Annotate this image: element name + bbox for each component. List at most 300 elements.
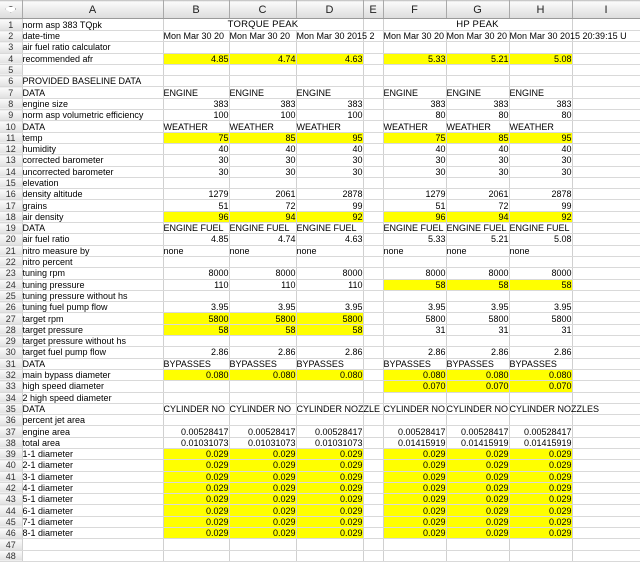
- row-header[interactable]: 33: [0, 381, 22, 392]
- cell-f15[interactable]: [383, 177, 446, 188]
- cell-e5[interactable]: [363, 64, 383, 75]
- cell-c5[interactable]: [229, 64, 296, 75]
- cell-e17[interactable]: [363, 200, 383, 211]
- cell-d9[interactable]: 100: [296, 110, 363, 121]
- cell-b28[interactable]: 58: [163, 324, 229, 335]
- cell-i37[interactable]: [572, 426, 640, 437]
- cell-b11[interactable]: 75: [163, 132, 229, 143]
- cell-i40[interactable]: [572, 460, 640, 471]
- row-header[interactable]: 38: [0, 437, 22, 448]
- table-row[interactable]: [0, 121, 640, 132]
- cell-e11[interactable]: [363, 132, 383, 143]
- cell-e38[interactable]: [363, 437, 383, 448]
- cell-f27[interactable]: 5800: [383, 313, 446, 324]
- cell-c34[interactable]: [229, 392, 296, 403]
- cell-d34[interactable]: [296, 392, 363, 403]
- table-row[interactable]: [0, 189, 640, 200]
- row-header[interactable]: 28: [0, 324, 22, 335]
- cell-i30[interactable]: [572, 347, 640, 358]
- row-header[interactable]: 48: [0, 550, 22, 561]
- cell-f46[interactable]: 0.029: [383, 528, 446, 539]
- cell-i32[interactable]: [572, 369, 640, 380]
- cell-f14[interactable]: 30: [383, 166, 446, 177]
- table-row[interactable]: [0, 166, 640, 177]
- cell-e8[interactable]: [363, 98, 383, 109]
- cell-a42[interactable]: 4-1 diameter: [22, 482, 163, 493]
- row-header[interactable]: 30: [0, 347, 22, 358]
- cell-d21[interactable]: none: [296, 245, 363, 256]
- cell-i1[interactable]: [572, 19, 640, 31]
- cell-h31[interactable]: BYPASSES: [509, 358, 572, 369]
- cell-b41[interactable]: 0.029: [163, 471, 229, 482]
- cell-f16[interactable]: 1279: [383, 189, 446, 200]
- cell-g10[interactable]: WEATHER: [446, 121, 509, 132]
- cell-e16[interactable]: [363, 189, 383, 200]
- cell-i46[interactable]: [572, 528, 640, 539]
- cell-f37[interactable]: 0.00528417: [383, 426, 446, 437]
- column-header-d[interactable]: D: [296, 1, 363, 19]
- cell-b40[interactable]: 0.029: [163, 460, 229, 471]
- cell-d20[interactable]: 4.63: [296, 234, 363, 245]
- table-row[interactable]: [0, 505, 640, 516]
- row-header[interactable]: 29: [0, 336, 22, 347]
- cell-a28[interactable]: target pressure: [22, 324, 163, 335]
- cell-e12[interactable]: [363, 143, 383, 154]
- cell-f48[interactable]: [383, 550, 446, 561]
- row-header[interactable]: 4: [0, 53, 22, 64]
- cell-c47[interactable]: [229, 539, 296, 550]
- row-header[interactable]: 12: [0, 143, 22, 154]
- cell-b37[interactable]: 0.00528417: [163, 426, 229, 437]
- cell-b35[interactable]: CYLINDER NO: [163, 403, 229, 414]
- cell-h36[interactable]: [509, 415, 572, 426]
- cell-h30[interactable]: 2.86: [509, 347, 572, 358]
- column-header-a[interactable]: A: [22, 1, 163, 19]
- cell-a8[interactable]: engine size: [22, 98, 163, 109]
- cell-a21[interactable]: nitro measure by: [22, 245, 163, 256]
- cell-c22[interactable]: [229, 256, 296, 267]
- cell-h11[interactable]: 95: [509, 132, 572, 143]
- row-header[interactable]: 45: [0, 516, 22, 527]
- cell-a24[interactable]: tuning pressure: [22, 279, 163, 290]
- cell-d16[interactable]: 2878: [296, 189, 363, 200]
- table-row[interactable]: [0, 19, 640, 31]
- cell-f28[interactable]: 31: [383, 324, 446, 335]
- table-row[interactable]: [0, 31, 640, 42]
- cell-a33[interactable]: high speed diameter: [22, 381, 163, 392]
- cell-e1[interactable]: [363, 19, 383, 31]
- cell-e19[interactable]: [363, 223, 383, 234]
- table-row[interactable]: [0, 313, 640, 324]
- cell-a46[interactable]: 8-1 diameter: [22, 528, 163, 539]
- cell-i9[interactable]: [572, 110, 640, 121]
- cell-e15[interactable]: [363, 177, 383, 188]
- table-row[interactable]: [0, 143, 640, 154]
- cell-g14[interactable]: 30: [446, 166, 509, 177]
- cell-h18[interactable]: 92: [509, 211, 572, 222]
- cell-a31[interactable]: DATA: [22, 358, 163, 369]
- row-header[interactable]: 23: [0, 268, 22, 279]
- row-header[interactable]: 18: [0, 211, 22, 222]
- table-row[interactable]: [0, 211, 640, 222]
- table-row[interactable]: [0, 415, 640, 426]
- cell-e30[interactable]: [363, 347, 383, 358]
- cell-h13[interactable]: 30: [509, 155, 572, 166]
- column-header-c[interactable]: C: [229, 1, 296, 19]
- cell-b44[interactable]: 0.029: [163, 505, 229, 516]
- cell-e10[interactable]: [363, 121, 383, 132]
- cell-b13[interactable]: 30: [163, 155, 229, 166]
- table-row[interactable]: [0, 336, 640, 347]
- cell-e13[interactable]: [363, 155, 383, 166]
- cell-d38[interactable]: 0.01031073: [296, 437, 363, 448]
- cell-e33[interactable]: [363, 381, 383, 392]
- cell-h17[interactable]: 99: [509, 200, 572, 211]
- cell-c44[interactable]: 0.029: [229, 505, 296, 516]
- table-row[interactable]: [0, 516, 640, 527]
- cell-f25[interactable]: [383, 290, 446, 301]
- cell-b9[interactable]: 100: [163, 110, 229, 121]
- row-header[interactable]: 9: [0, 110, 22, 121]
- cell-c11[interactable]: 85: [229, 132, 296, 143]
- table-row[interactable]: [0, 369, 640, 380]
- cell-h48[interactable]: [509, 550, 572, 561]
- cell-b3[interactable]: [163, 42, 229, 53]
- cell-b29[interactable]: [163, 336, 229, 347]
- cell-f10[interactable]: WEATHER: [383, 121, 446, 132]
- cell-a18[interactable]: air density: [22, 211, 163, 222]
- cell-d45[interactable]: 0.029: [296, 516, 363, 527]
- cell-d15[interactable]: [296, 177, 363, 188]
- cell-i6[interactable]: [572, 76, 640, 87]
- cell-e7[interactable]: [363, 87, 383, 98]
- cell-c10[interactable]: WEATHER: [229, 121, 296, 132]
- table-row[interactable]: [0, 223, 640, 234]
- cell-d29[interactable]: [296, 336, 363, 347]
- cell-b4[interactable]: 4.85: [163, 53, 229, 64]
- cell-b36[interactable]: [163, 415, 229, 426]
- cell-c35[interactable]: CYLINDER NO: [229, 403, 296, 414]
- cell-a14[interactable]: uncorrected barometer: [22, 166, 163, 177]
- row-header[interactable]: 40: [0, 460, 22, 471]
- cell-f20[interactable]: 5.33: [383, 234, 446, 245]
- cell-e26[interactable]: [363, 302, 383, 313]
- cell-e22[interactable]: [363, 256, 383, 267]
- cell-i41[interactable]: [572, 471, 640, 482]
- cell-c24[interactable]: 110: [229, 279, 296, 290]
- cell-i26[interactable]: [572, 302, 640, 313]
- cell-g29[interactable]: [446, 336, 509, 347]
- cell-c48[interactable]: [229, 550, 296, 561]
- cell-g48[interactable]: [446, 550, 509, 561]
- table-row[interactable]: [0, 53, 640, 64]
- table-row[interactable]: [0, 64, 640, 75]
- cell-g40[interactable]: 0.029: [446, 460, 509, 471]
- cell-g36[interactable]: [446, 415, 509, 426]
- cell-f32[interactable]: 0.080: [383, 369, 446, 380]
- table-row[interactable]: [0, 539, 640, 550]
- row-header[interactable]: 10: [0, 121, 22, 132]
- cell-c25[interactable]: [229, 290, 296, 301]
- cell-a3[interactable]: air fuel ratio calculator: [22, 42, 163, 53]
- cell-f40[interactable]: 0.029: [383, 460, 446, 471]
- cell-c4[interactable]: 4.74: [229, 53, 296, 64]
- cell-f42[interactable]: 0.029: [383, 482, 446, 493]
- cell-a10[interactable]: DATA: [22, 121, 163, 132]
- cell-e6[interactable]: [363, 76, 383, 87]
- cell-c27[interactable]: 5800: [229, 313, 296, 324]
- cell-b19[interactable]: ENGINE FUEL: [163, 223, 229, 234]
- cell-c36[interactable]: [229, 415, 296, 426]
- cell-d10[interactable]: WEATHER: [296, 121, 363, 132]
- cell-e20[interactable]: [363, 234, 383, 245]
- cell-g7[interactable]: ENGINE: [446, 87, 509, 98]
- cell-f39[interactable]: 0.029: [383, 448, 446, 459]
- cell-c42[interactable]: 0.029: [229, 482, 296, 493]
- cell-c37[interactable]: 0.00528417: [229, 426, 296, 437]
- cell-a35[interactable]: DATA: [22, 403, 163, 414]
- cell-b5[interactable]: [163, 64, 229, 75]
- cell-a22[interactable]: nitro percent: [22, 256, 163, 267]
- cell-e14[interactable]: [363, 166, 383, 177]
- row-header[interactable]: 35: [0, 403, 22, 414]
- table-row[interactable]: [0, 268, 640, 279]
- cell-i13[interactable]: [572, 155, 640, 166]
- cell-c43[interactable]: 0.029: [229, 494, 296, 505]
- cell-c15[interactable]: [229, 177, 296, 188]
- cell-e28[interactable]: [363, 324, 383, 335]
- cell-i12[interactable]: [572, 143, 640, 154]
- cell-a16[interactable]: density altitude: [22, 189, 163, 200]
- row-header[interactable]: 31: [0, 358, 22, 369]
- row-header[interactable]: 46: [0, 528, 22, 539]
- cell-b48[interactable]: [163, 550, 229, 561]
- cell-d25[interactable]: [296, 290, 363, 301]
- table-row[interactable]: [0, 471, 640, 482]
- cell-b27[interactable]: 5800: [163, 313, 229, 324]
- cell-i17[interactable]: [572, 200, 640, 211]
- cell-h2[interactable]: Mon Mar 30 2015 20:39:15 U: [509, 31, 627, 42]
- table-row[interactable]: [0, 155, 640, 166]
- cell-c41[interactable]: 0.029: [229, 471, 296, 482]
- cell-i11[interactable]: [572, 132, 640, 143]
- cell-b10[interactable]: WEATHER: [163, 121, 229, 132]
- cell-e36[interactable]: [363, 415, 383, 426]
- cell-e31[interactable]: [363, 358, 383, 369]
- cell-g45[interactable]: 0.029: [446, 516, 509, 527]
- cell-c38[interactable]: 0.01031073: [229, 437, 296, 448]
- cell-h35[interactable]: CYLINDER NOZZLES: [509, 403, 600, 414]
- cell-e45[interactable]: [363, 516, 383, 527]
- row-header[interactable]: 42: [0, 482, 22, 493]
- cell-d19[interactable]: ENGINE FUEL: [296, 223, 363, 234]
- cell-i24[interactable]: [572, 279, 640, 290]
- cell-e37[interactable]: [363, 426, 383, 437]
- cell-g26[interactable]: 3.95: [446, 302, 509, 313]
- row-header[interactable]: 44: [0, 505, 22, 516]
- cell-h23[interactable]: 8000: [509, 268, 572, 279]
- table-row[interactable]: [0, 403, 640, 414]
- cell-h26[interactable]: 3.95: [509, 302, 572, 313]
- cell-d5[interactable]: [296, 64, 363, 75]
- table-row[interactable]: [0, 110, 640, 121]
- row-header[interactable]: 8: [0, 98, 22, 109]
- cell-f29[interactable]: [383, 336, 446, 347]
- cell-i44[interactable]: [572, 505, 640, 516]
- cell-h10[interactable]: WEATHER: [509, 121, 572, 132]
- cell-a47[interactable]: [22, 539, 163, 550]
- cell-g5[interactable]: [446, 64, 509, 75]
- cell-b15[interactable]: [163, 177, 229, 188]
- cell-g16[interactable]: 2061: [446, 189, 509, 200]
- cell-g6[interactable]: [446, 76, 509, 87]
- row-header[interactable]: 13: [0, 155, 22, 166]
- cell-a29[interactable]: target pressure without hs: [22, 336, 163, 347]
- cell-f45[interactable]: 0.029: [383, 516, 446, 527]
- cell-h38[interactable]: 0.01415919: [509, 437, 572, 448]
- cell-d43[interactable]: 0.029: [296, 494, 363, 505]
- table-row[interactable]: [0, 448, 640, 459]
- cell-g46[interactable]: 0.029: [446, 528, 509, 539]
- row-header[interactable]: 6: [0, 76, 22, 87]
- cell-f2[interactable]: Mon Mar 30 20: [383, 31, 445, 42]
- table-row[interactable]: [0, 302, 640, 313]
- cell-f35[interactable]: CYLINDER NO: [383, 403, 446, 414]
- cell-b45[interactable]: 0.029: [163, 516, 229, 527]
- row-header[interactable]: 24: [0, 279, 22, 290]
- cell-e27[interactable]: [363, 313, 383, 324]
- table-row[interactable]: [0, 392, 640, 403]
- cell-i28[interactable]: [572, 324, 640, 335]
- cell-h15[interactable]: [509, 177, 572, 188]
- cell-d42[interactable]: 0.029: [296, 482, 363, 493]
- cell-c12[interactable]: 40: [229, 143, 296, 154]
- cell-f5[interactable]: [383, 64, 446, 75]
- table-row[interactable]: [0, 290, 640, 301]
- cell-f13[interactable]: 30: [383, 155, 446, 166]
- cell-c9[interactable]: 100: [229, 110, 296, 121]
- cell-f3[interactable]: [383, 42, 446, 53]
- table-row[interactable]: [0, 460, 640, 471]
- cell-h29[interactable]: [509, 336, 572, 347]
- cell-g27[interactable]: 5800: [446, 313, 509, 324]
- cell-b38[interactable]: 0.01031073: [163, 437, 229, 448]
- cell-a26[interactable]: tuning fuel pump flow: [22, 302, 163, 313]
- cell-g18[interactable]: 94: [446, 211, 509, 222]
- table-row[interactable]: [0, 98, 640, 109]
- cell-c46[interactable]: 0.029: [229, 528, 296, 539]
- cell-d2[interactable]: Mon Mar 30 2015 2: [296, 31, 375, 42]
- cell-i14[interactable]: [572, 166, 640, 177]
- cell-g11[interactable]: 85: [446, 132, 509, 143]
- cell-g2[interactable]: Mon Mar 30 20: [446, 31, 508, 42]
- cell-g33[interactable]: 0.070: [446, 381, 509, 392]
- cell-i21[interactable]: [572, 245, 640, 256]
- cell-g34[interactable]: [446, 392, 509, 403]
- cell-h44[interactable]: 0.029: [509, 505, 572, 516]
- cell-h46[interactable]: 0.029: [509, 528, 572, 539]
- cell-i16[interactable]: [572, 189, 640, 200]
- cell-i4[interactable]: [572, 53, 640, 64]
- cell-g24[interactable]: 58: [446, 279, 509, 290]
- table-row[interactable]: [0, 358, 640, 369]
- cell-g42[interactable]: 0.029: [446, 482, 509, 493]
- cell-h8[interactable]: 383: [509, 98, 572, 109]
- row-header[interactable]: 17: [0, 200, 22, 211]
- cell-f12[interactable]: 40: [383, 143, 446, 154]
- cell-f30[interactable]: 2.86: [383, 347, 446, 358]
- table-row[interactable]: [0, 256, 640, 267]
- cell-b42[interactable]: 0.029: [163, 482, 229, 493]
- cell-f9[interactable]: 80: [383, 110, 446, 121]
- cell-b32[interactable]: 0.080: [163, 369, 229, 380]
- cell-b2[interactable]: Mon Mar 30 20: [163, 31, 229, 42]
- row-header[interactable]: 21: [0, 245, 22, 256]
- cell-e4[interactable]: [363, 53, 383, 64]
- cell-i45[interactable]: [572, 516, 640, 527]
- cell-f36[interactable]: [383, 415, 446, 426]
- cell-e43[interactable]: [363, 494, 383, 505]
- cell-b21[interactable]: none: [163, 245, 229, 256]
- cell-a34[interactable]: 2 high speed diameter: [22, 392, 163, 403]
- cell-d30[interactable]: 2.86: [296, 347, 363, 358]
- cell-h7[interactable]: ENGINE: [509, 87, 572, 98]
- cell-e23[interactable]: [363, 268, 383, 279]
- cell-b46[interactable]: 0.029: [163, 528, 229, 539]
- cell-f26[interactable]: 3.95: [383, 302, 446, 313]
- table-row[interactable]: [0, 528, 640, 539]
- table-row[interactable]: [0, 494, 640, 505]
- cell-h4[interactable]: 5.08: [509, 53, 572, 64]
- cell-d8[interactable]: 383: [296, 98, 363, 109]
- cell-h47[interactable]: [509, 539, 572, 550]
- cell-i25[interactable]: [572, 290, 640, 301]
- cell-c20[interactable]: 4.74: [229, 234, 296, 245]
- cell-h6[interactable]: [509, 76, 572, 87]
- cell-h24[interactable]: 58: [509, 279, 572, 290]
- row-header[interactable]: 11: [0, 132, 22, 143]
- cell-f11[interactable]: 75: [383, 132, 446, 143]
- cell-f21[interactable]: none: [383, 245, 446, 256]
- cell-a43[interactable]: 5-1 diameter: [22, 494, 163, 505]
- table-row[interactable]: [0, 381, 640, 392]
- cell-g22[interactable]: [446, 256, 509, 267]
- cell-d7[interactable]: ENGINE: [296, 87, 363, 98]
- cell-i47[interactable]: [572, 539, 640, 550]
- cell-i42[interactable]: [572, 482, 640, 493]
- cell-i43[interactable]: [572, 494, 640, 505]
- cell-g12[interactable]: 40: [446, 143, 509, 154]
- column-header-f[interactable]: F: [383, 1, 446, 19]
- cell-c18[interactable]: 94: [229, 211, 296, 222]
- cell-g32[interactable]: 0.080: [446, 369, 509, 380]
- cell-g13[interactable]: 30: [446, 155, 509, 166]
- cell-d18[interactable]: 92: [296, 211, 363, 222]
- cell-g9[interactable]: 80: [446, 110, 509, 121]
- cell-f22[interactable]: [383, 256, 446, 267]
- cell-i31[interactable]: [572, 358, 640, 369]
- row-header[interactable]: 15: [0, 177, 22, 188]
- cell-e47[interactable]: [363, 539, 383, 550]
- cell-g43[interactable]: 0.029: [446, 494, 509, 505]
- cell-i33[interactable]: [572, 381, 640, 392]
- row-header[interactable]: 2: [0, 31, 22, 42]
- cell-e40[interactable]: [363, 460, 383, 471]
- cell-d27[interactable]: 5800: [296, 313, 363, 324]
- cell-d48[interactable]: [296, 550, 363, 561]
- cell-f38[interactable]: 0.01415919: [383, 437, 446, 448]
- cell-b25[interactable]: [163, 290, 229, 301]
